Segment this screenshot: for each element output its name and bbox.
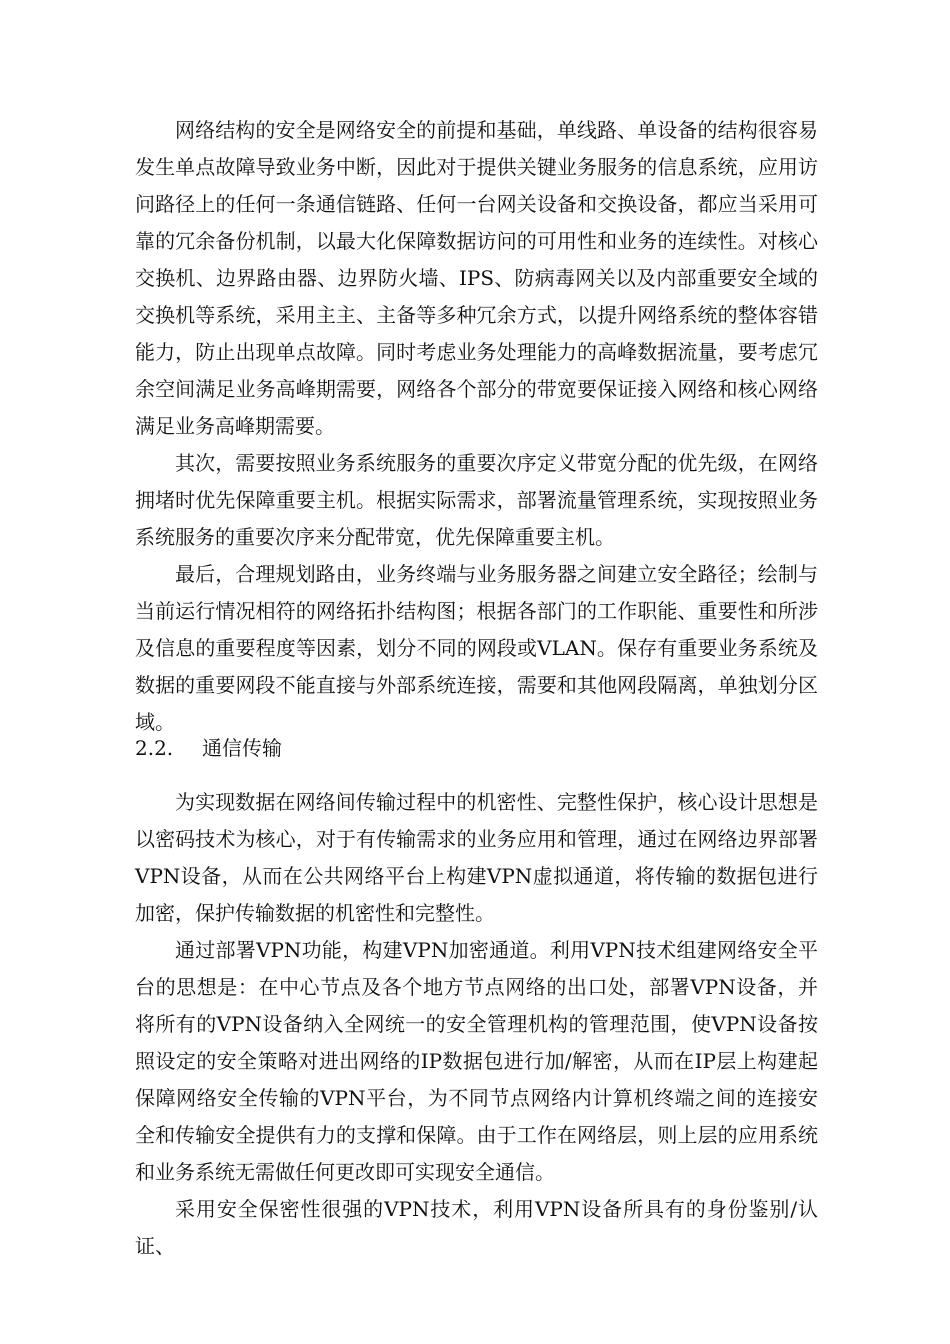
paragraph-vpn-confidentiality: 为实现数据在网络间传输过程中的机密性、完整性保护，核心设计思想是以密码技术为核心，对于有传输需求的业务应用和管理，通过在网络边界部署VPN设备，从而在公共网络平台上构建VPN虚拟通道，将传输的数据包进行加密，保护传输数据的机密性和完整性。 (135, 790, 818, 925)
paragraph-vpn-deployment: 通过部署VPN功能，构建VPN加密通道。利用VPN技术组建网络安全平台的思想是：在中心节点及各个地方节点网络的出口处，部署VPN设备，并将所有的VPN设备纳入全网统一的安全管理机构的管理范围，使VPN设备按照设定的安全策略对进出网络的IP数据包进行加/解密，从而在IP层上构建起保障网络安全传输的VPN平台，为不同节点网络内计算机终端之间的连接安全和传输安全提供有力的支撑和保障。由于工作在网络层，则上层的应用系统和业务系统无需做任何更改即可实现安全通信。 (135, 938, 818, 1184)
paragraph-bandwidth-priority: 其次，需要按照业务系统服务的重要次序定义带宽分配的优先级，在网络拥堵时优先保障重要主机。根据实际需求，部署流量管理系统，实现按照业务系统服务的重要次序来分配带宽，优先保障重要主机。 (135, 451, 818, 549)
section-heading (135, 733, 282, 763)
section-title: 通信传输 (202, 736, 282, 760)
section-body-network-structure (135, 112, 818, 741)
paragraph-network-redundancy: 网络结构的安全是网络安全的前提和基础，单线路、单设备的结构很容易发生单点故障导致业务中断，因此对于提供关键业务服务的信息系统，应用访问路径上的任何一条通信链路、任何一台网关设备和交换设备，都应当采用可靠的冗余备份机制，以最大化保障数据访问的可用性和业务的连续性。对核心交换机、边界路由器、边界防火墙、IPS、防病毒网关以及内部重要安全域的交换机等系统，采用主主、主备等多种冗余方式，以提升网络系统的整体容错能力，防止出现单点故障。同时考虑业务处理能力的高峰数据流量，要考虑冗余空间满足业务高峰期需要，网络各个部分的带宽要保证接入网络和核心网络满足业务高峰期需要。 (135, 118, 818, 438)
section-body-communication (135, 784, 818, 1265)
section-number: 2.2. (135, 736, 174, 760)
paragraph-vpn-authentication: 采用安全保密性很强的VPN技术，利用VPN设备所具有的身份鉴别/认证、 (135, 1197, 818, 1258)
paragraph-routing-segmentation: 最后，合理规划路由，业务终端与业务服务器之间建立安全路径；绘制与当前运行情况相符的网络拓扑结构图；根据各部门的工作职能、重要性和所涉及信息的重要程度等因素，划分不同的网段或VLAN。保存有重要业务系统及数据的重要网段不能直接与外部系统连接，需要和其他网段隔离，单独划分区域。 (135, 562, 818, 734)
